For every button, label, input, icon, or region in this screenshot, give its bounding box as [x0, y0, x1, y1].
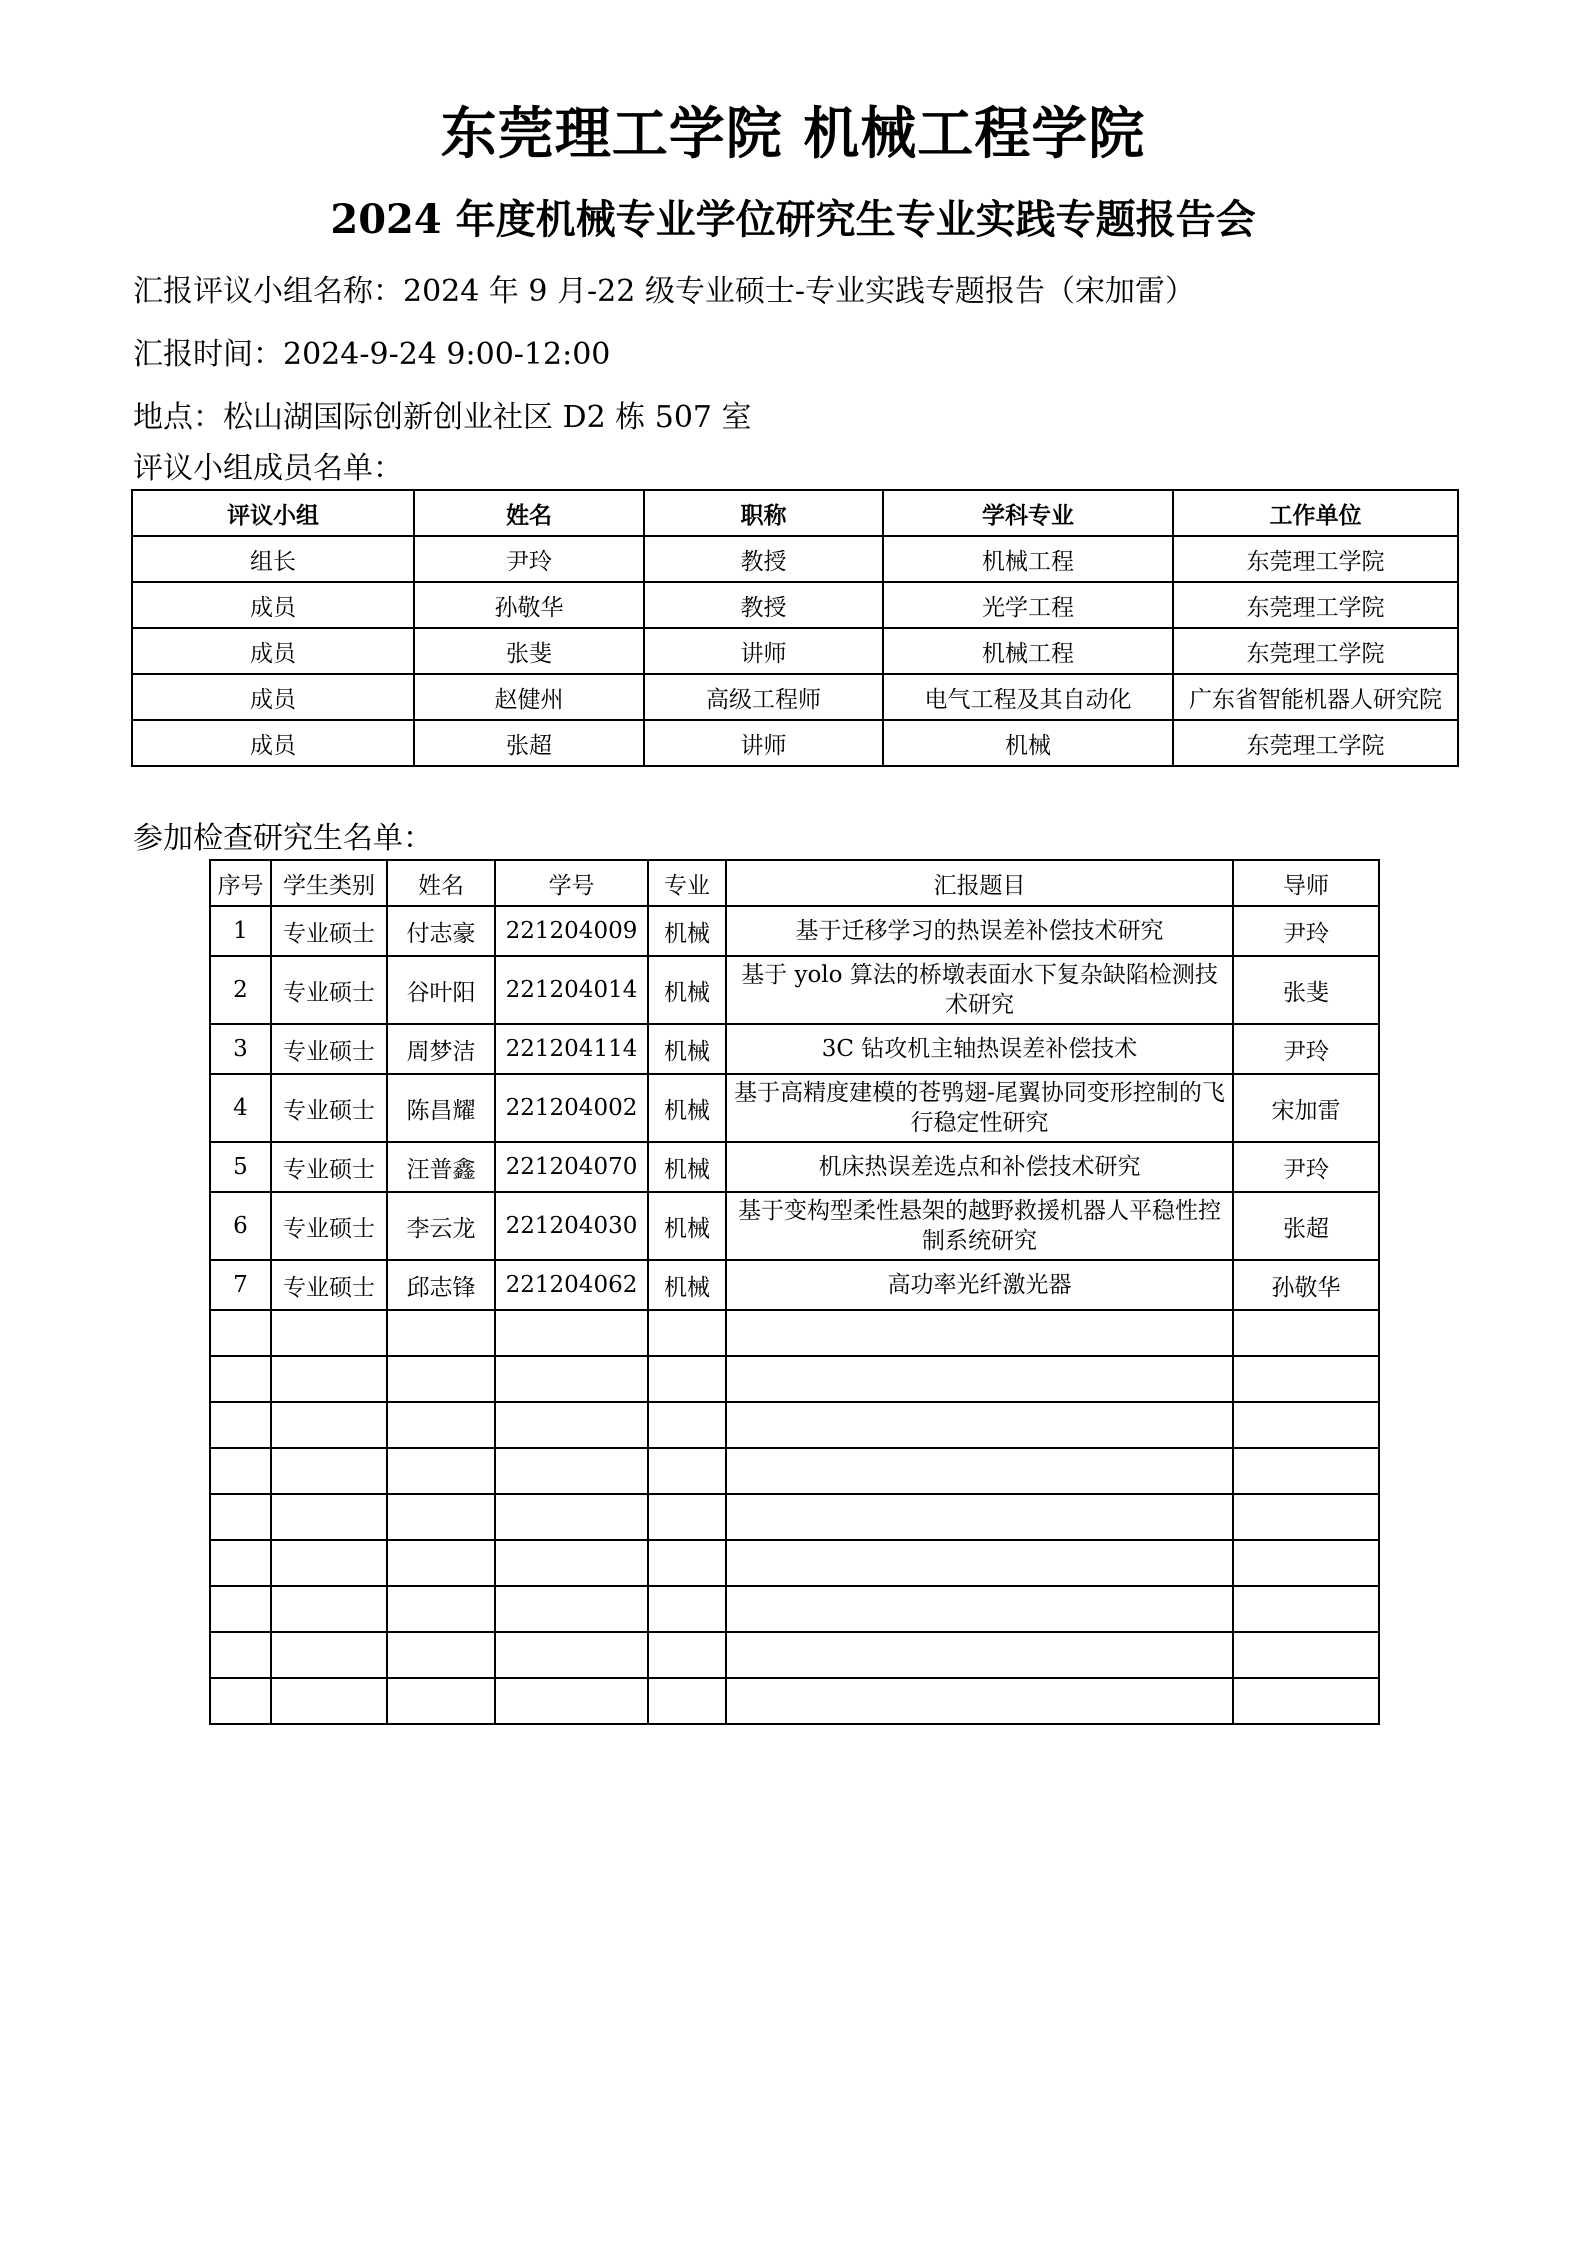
- panel-cell-unit: 东莞理工学院: [1173, 582, 1458, 628]
- empty-row: [210, 1540, 1379, 1586]
- panel-cell-title: 教授: [644, 582, 883, 628]
- panel-cell-name: 赵健州: [414, 674, 644, 720]
- panel-cell-group: 成员: [132, 674, 414, 720]
- panel-members-table: [131, 489, 1459, 767]
- empty-cell: [210, 1540, 271, 1586]
- student-cell-name: 周梦洁: [387, 1024, 495, 1074]
- location-line: 地点：松山湖国际创新创业社区 D2 栋 507 室: [133, 400, 752, 435]
- student-cell-major: 机械: [648, 956, 726, 1024]
- panel-cell-discipline: 光学工程: [883, 582, 1173, 628]
- panel-cell-discipline: 机械: [883, 720, 1173, 766]
- empty-cell: [495, 1402, 648, 1448]
- empty-row: [210, 1402, 1379, 1448]
- students-header-row: [210, 860, 1379, 906]
- student-cell-name: 邱志锋: [387, 1260, 495, 1310]
- panel-cell-discipline: 机械工程: [883, 628, 1173, 674]
- student-cell-name: 付志豪: [387, 906, 495, 956]
- empty-cell: [387, 1310, 495, 1356]
- students-heading: 参加检查研究生名单：: [133, 821, 433, 856]
- student-cell-major: 机械: [648, 1260, 726, 1310]
- empty-cell: [495, 1494, 648, 1540]
- student-cell-type: 专业硕士: [271, 906, 387, 956]
- student-cell-index: 6: [210, 1192, 271, 1260]
- table-row: [210, 1192, 1379, 1260]
- empty-cell: [271, 1448, 387, 1494]
- empty-cell: [387, 1494, 495, 1540]
- table-row: [132, 720, 1458, 766]
- empty-cell: [1233, 1632, 1379, 1678]
- student-cell-topic: 基于迁移学习的热误差补偿技术研究: [726, 906, 1233, 956]
- empty-cell: [271, 1540, 387, 1586]
- student-cell-advisor: 张超: [1233, 1192, 1379, 1260]
- empty-cell: [1233, 1586, 1379, 1632]
- panel-cell-name: 孙敬华: [414, 582, 644, 628]
- student-cell-id: 221204030: [495, 1192, 648, 1260]
- empty-cell: [726, 1632, 1233, 1678]
- panel-cell-unit: 东莞理工学院: [1173, 536, 1458, 582]
- student-cell-advisor: 宋加雷: [1233, 1074, 1379, 1142]
- empty-cell: [271, 1402, 387, 1448]
- empty-cell: [387, 1448, 495, 1494]
- empty-cell: [726, 1310, 1233, 1356]
- panel-cell-group: 成员: [132, 720, 414, 766]
- empty-cell: [726, 1356, 1233, 1402]
- panel-cell-discipline: 机械工程: [883, 536, 1173, 582]
- empty-cell: [648, 1310, 726, 1356]
- student-cell-major: 机械: [648, 1074, 726, 1142]
- panel-cell-unit: 广东省智能机器人研究院: [1173, 674, 1458, 720]
- students-col-major: 专业: [648, 860, 726, 906]
- table-row: [210, 906, 1379, 956]
- student-cell-id: 221204062: [495, 1260, 648, 1310]
- empty-cell: [1233, 1678, 1379, 1724]
- student-cell-id: 221204070: [495, 1142, 648, 1192]
- empty-cell: [271, 1678, 387, 1724]
- panel-header-row: [132, 490, 1458, 536]
- empty-cell: [648, 1678, 726, 1724]
- page-subtitle: 2024 年度机械专业学位研究生专业实践专题报告会: [330, 196, 1256, 243]
- empty-cell: [726, 1402, 1233, 1448]
- student-cell-topic: 3C 钻攻机主轴热误差补偿技术: [726, 1024, 1233, 1074]
- panel-cell-title: 讲师: [644, 628, 883, 674]
- student-cell-type: 专业硕士: [271, 1260, 387, 1310]
- panel-cell-unit: 东莞理工学院: [1173, 720, 1458, 766]
- empty-row: [210, 1310, 1379, 1356]
- empty-cell: [210, 1310, 271, 1356]
- empty-cell: [726, 1494, 1233, 1540]
- time-line: 汇报时间：2024-9-24 9:00-12:00: [133, 337, 611, 372]
- student-cell-index: 1: [210, 906, 271, 956]
- empty-cell: [648, 1402, 726, 1448]
- student-cell-index: 7: [210, 1260, 271, 1310]
- empty-cell: [1233, 1402, 1379, 1448]
- empty-cell: [387, 1586, 495, 1632]
- empty-cell: [495, 1678, 648, 1724]
- student-cell-type: 专业硕士: [271, 1074, 387, 1142]
- empty-cell: [210, 1678, 271, 1724]
- students-col-type: 学生类别: [271, 860, 387, 906]
- panel-cell-name: 张超: [414, 720, 644, 766]
- empty-cell: [726, 1586, 1233, 1632]
- panel-cell-title: 讲师: [644, 720, 883, 766]
- student-cell-name: 谷叶阳: [387, 956, 495, 1024]
- student-cell-name: 汪普鑫: [387, 1142, 495, 1192]
- student-cell-id: 221204114: [495, 1024, 648, 1074]
- students-col-advisor: 导师: [1233, 860, 1379, 906]
- empty-cell: [648, 1494, 726, 1540]
- student-cell-id: 221204014: [495, 956, 648, 1024]
- empty-cell: [495, 1356, 648, 1402]
- empty-row: [210, 1678, 1379, 1724]
- empty-cell: [271, 1494, 387, 1540]
- table-row: [132, 582, 1458, 628]
- student-cell-index: 2: [210, 956, 271, 1024]
- panel-col-discipline: 学科专业: [883, 490, 1173, 536]
- student-cell-advisor: 尹玲: [1233, 1024, 1379, 1074]
- empty-cell: [387, 1540, 495, 1586]
- student-cell-index: 5: [210, 1142, 271, 1192]
- empty-cell: [387, 1402, 495, 1448]
- student-cell-type: 专业硕士: [271, 1142, 387, 1192]
- table-row: [210, 1142, 1379, 1192]
- empty-cell: [271, 1632, 387, 1678]
- empty-cell: [1233, 1494, 1379, 1540]
- table-row: [132, 628, 1458, 674]
- group-name-line: 汇报评议小组名称：2024 年 9 月-22 级专业硕士-专业实践专题报告（宋加雷）: [133, 274, 1196, 309]
- empty-cell: [495, 1540, 648, 1586]
- student-cell-index: 4: [210, 1074, 271, 1142]
- student-cell-topic: 机床热误差选点和补偿技术研究: [726, 1142, 1233, 1192]
- empty-cell: [495, 1310, 648, 1356]
- empty-cell: [495, 1448, 648, 1494]
- panel-cell-title: 教授: [644, 536, 883, 582]
- empty-cell: [648, 1540, 726, 1586]
- student-cell-id: 221204009: [495, 906, 648, 956]
- empty-cell: [726, 1678, 1233, 1724]
- panel-col-group: 评议小组: [132, 490, 414, 536]
- empty-cell: [648, 1632, 726, 1678]
- panel-col-unit: 工作单位: [1173, 490, 1458, 536]
- student-cell-major: 机械: [648, 906, 726, 956]
- student-cell-name: 陈昌耀: [387, 1074, 495, 1142]
- student-cell-type: 专业硕士: [271, 1192, 387, 1260]
- students-col-index: 序号: [210, 860, 271, 906]
- students-col-name: 姓名: [387, 860, 495, 906]
- students-table: [209, 859, 1380, 1725]
- empty-cell: [210, 1586, 271, 1632]
- panel-cell-unit: 东莞理工学院: [1173, 628, 1458, 674]
- students-col-id: 学号: [495, 860, 648, 906]
- table-row: [210, 1024, 1379, 1074]
- empty-cell: [271, 1356, 387, 1402]
- table-row: [210, 1074, 1379, 1142]
- student-cell-advisor: 孙敬华: [1233, 1260, 1379, 1310]
- student-cell-type: 专业硕士: [271, 1024, 387, 1074]
- student-cell-topic: 高功率光纤激光器: [726, 1260, 1233, 1310]
- panel-cell-discipline: 电气工程及其自动化: [883, 674, 1173, 720]
- empty-cell: [387, 1632, 495, 1678]
- panel-col-name: 姓名: [414, 490, 644, 536]
- empty-cell: [210, 1448, 271, 1494]
- empty-cell: [726, 1540, 1233, 1586]
- panel-col-title: 职称: [644, 490, 883, 536]
- student-cell-topic: 基于变构型柔性悬架的越野救援机器人平稳性控制系统研究: [726, 1192, 1233, 1260]
- empty-cell: [648, 1356, 726, 1402]
- table-row: [210, 956, 1379, 1024]
- empty-row: [210, 1632, 1379, 1678]
- student-cell-topic: 基于 yolo 算法的桥墩表面水下复杂缺陷检测技术研究: [726, 956, 1233, 1024]
- empty-cell: [271, 1310, 387, 1356]
- panel-cell-name: 尹玲: [414, 536, 644, 582]
- student-cell-topic: 基于高精度建模的苍鸮翅-尾翼协同变形控制的飞行稳定性研究: [726, 1074, 1233, 1142]
- empty-cell: [210, 1494, 271, 1540]
- page-title: 东莞理工学院 机械工程学院: [440, 102, 1146, 167]
- panel-heading: 评议小组成员名单：: [133, 451, 403, 486]
- panel-cell-title: 高级工程师: [644, 674, 883, 720]
- empty-cell: [648, 1586, 726, 1632]
- student-cell-major: 机械: [648, 1142, 726, 1192]
- empty-cell: [726, 1448, 1233, 1494]
- panel-cell-group: 成员: [132, 582, 414, 628]
- panel-cell-name: 张斐: [414, 628, 644, 674]
- empty-cell: [210, 1402, 271, 1448]
- student-cell-major: 机械: [648, 1024, 726, 1074]
- table-row: [132, 674, 1458, 720]
- students-col-topic: 汇报题目: [726, 860, 1233, 906]
- empty-row: [210, 1356, 1379, 1402]
- empty-cell: [387, 1678, 495, 1724]
- empty-cell: [648, 1448, 726, 1494]
- student-cell-major: 机械: [648, 1192, 726, 1260]
- student-cell-advisor: 尹玲: [1233, 1142, 1379, 1192]
- student-cell-type: 专业硕士: [271, 956, 387, 1024]
- empty-row: [210, 1586, 1379, 1632]
- table-row: [132, 536, 1458, 582]
- empty-row: [210, 1494, 1379, 1540]
- empty-cell: [495, 1632, 648, 1678]
- empty-cell: [387, 1356, 495, 1402]
- empty-cell: [1233, 1356, 1379, 1402]
- panel-cell-group: 成员: [132, 628, 414, 674]
- panel-cell-group: 组长: [132, 536, 414, 582]
- student-cell-name: 李云龙: [387, 1192, 495, 1260]
- empty-cell: [1233, 1540, 1379, 1586]
- student-cell-id: 221204002: [495, 1074, 648, 1142]
- empty-cell: [495, 1586, 648, 1632]
- empty-cell: [1233, 1448, 1379, 1494]
- student-cell-index: 3: [210, 1024, 271, 1074]
- empty-cell: [210, 1356, 271, 1402]
- empty-cell: [1233, 1310, 1379, 1356]
- empty-cell: [210, 1632, 271, 1678]
- student-cell-advisor: 张斐: [1233, 956, 1379, 1024]
- empty-row: [210, 1448, 1379, 1494]
- empty-cell: [271, 1586, 387, 1632]
- table-row: [210, 1260, 1379, 1310]
- student-cell-advisor: 尹玲: [1233, 906, 1379, 956]
